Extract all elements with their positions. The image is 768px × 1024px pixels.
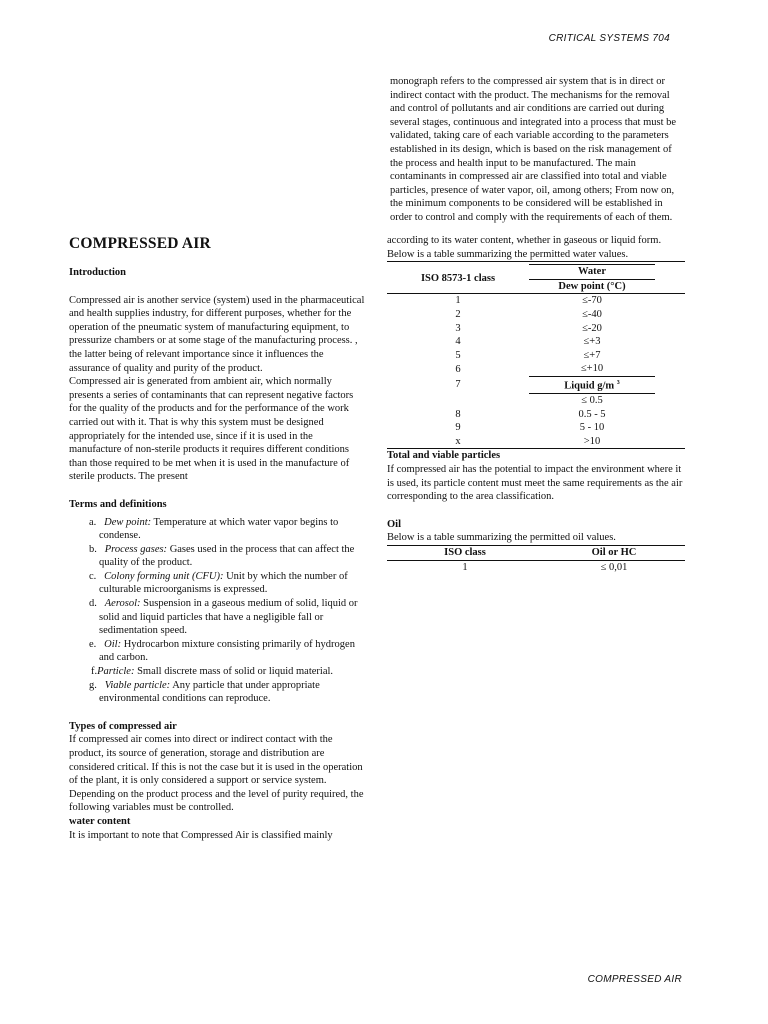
particles-paragraph: If compressed air has the potential to impact the environment where it is used, its particle content must meet the same requirements as the air corresponding to the area classification. <box>387 464 683 503</box>
continuation-paragraph: according to its water content, whether in gaseous or liquid form. <box>387 235 662 246</box>
water-header: Water <box>529 265 655 280</box>
water-content-paragraph: It is important to note that Compressed Air is classified mainly <box>69 829 333 841</box>
term-item: g. Viable particle: Any particle that under appropriate environmental conditions can reproduce. <box>89 679 320 705</box>
term-item: c. Colony forming unit (CFU): Unit by which the number of culturable microorganisms is expressed. <box>89 570 348 596</box>
table-row: 3 ≤-20 <box>455 322 602 334</box>
term-item: d. Aerosol: Suspension in a gaseous medium of solid, liquid or solid and liquid particles that have a negligible fall or sedimentation speed. <box>89 598 358 637</box>
term-item: b. Process gases: Gases used in the process that can affect the quality of the product. <box>89 543 355 569</box>
table-row: 9 5 - 10 <box>455 422 605 434</box>
table-row: x >10 <box>387 435 685 449</box>
left-column <box>69 230 365 842</box>
oil-values-table <box>387 545 685 574</box>
intro-paragraph-2: Compressed air is generated from ambient air, which normally presents a series of contaminants that can represent negative factors for the quality of the products and for the performance of the work carried out with it. That is why this system must be designed appropriately for the intended use, since if it is used in the manufacture of non-sterile products it requires different conditions than those required to be met when it is used in the manufacture of sterile products. The present <box>69 376 354 483</box>
table-row: 8 0.5 - 5 <box>455 408 606 420</box>
terms-list <box>69 516 365 706</box>
liquid-header: Liquid g/m $^3$ <box>529 376 655 393</box>
running-footer: COMPRESSED AIR <box>587 974 682 985</box>
iso-class-header: ISO 8573-1 class <box>420 273 496 285</box>
table-row: 1 ≤-70 <box>387 294 685 308</box>
table-row: 2 ≤-40 <box>455 308 602 320</box>
table-header-row <box>387 545 685 560</box>
intro-paragraph-1: Compressed air is another service (system) used in the pharmaceutical and health supplies industry, for different purposes, whether for the operation of the pneumatic system of manufacturing equipment, to pressurize chambers or at some stage of the manufacturing process. , the latter being of relevant importance since it influences the assurance of quality and purity of the product. <box>69 294 365 374</box>
page-title: COMPRESSED AIR <box>69 235 211 252</box>
term-item: e. Oil: Hydrocarbon mixture consisting primarily of hydrogen and carbon. <box>89 638 355 664</box>
monograph-paragraph: monograph refers to the compressed air system that is in direct or indirect contact with the product. The mechanisms for the removal and control of pollutants and air conditions are carried out during several stages, continuous and integrated into a process that must be validated, taking care of each variable according to the parameters established in its design, which is based on the risk management of the process and health input to be manufactured. The main contaminants in compressed air are classified into total and viable particles, presence of water vapor, oil, among others; From now on, the minimum components to be considered will be established in order to control and comply with the requirements of each of them. <box>390 76 677 223</box>
oil-heading: Oil <box>387 518 402 530</box>
table-row: 6 ≤+10 <box>455 363 604 375</box>
table-row: ≤ 0.5 <box>581 395 603 407</box>
particles-heading: Total and viable particles <box>387 450 501 462</box>
terms-heading: Terms and definitions <box>69 498 167 510</box>
table-row: 1 ≤ 0,01 <box>462 561 628 573</box>
table-row: 5 ≤+7 <box>455 349 601 361</box>
table-row: 4 ≤+3 <box>455 336 601 348</box>
types-paragraph-1: If compressed air comes into direct or indirect contact with the product, its source of generation, storage and distribution are considered critical. If this is not the case but it is used in the operation of the plant, it is only considered a support or service system. <box>69 734 363 787</box>
introduction-heading: Introduction <box>69 267 126 278</box>
water-values-table <box>387 264 685 449</box>
right-column-top <box>390 75 686 225</box>
term-item: f.Particle: Small discrete mass of solid or liquid material. <box>91 666 334 678</box>
oil-table-intro: Below is a table summarizing the permitted oil values. <box>387 532 616 544</box>
dew-point-header: Dew point (°C) <box>529 279 655 294</box>
oil-hc-header: Oil or HC <box>591 546 637 558</box>
iso-class-header: ISO class <box>444 546 486 558</box>
table-header-row <box>387 265 685 280</box>
table-top-rule <box>387 261 685 262</box>
types-paragraph-2: Depending on the product process and the level of purity required, the following variables must be controlled. <box>69 788 364 814</box>
running-header: CRITICAL SYSTEMS 704 <box>548 33 670 44</box>
term-item: a. Dew point: Temperature at which water vapor begins to condense. <box>89 516 339 542</box>
water-content-heading: water content <box>69 815 131 827</box>
types-heading: Types of compressed air <box>69 720 177 732</box>
water-table-intro: Below is a table summarizing the permitted water values. <box>387 248 629 260</box>
right-column <box>387 234 685 574</box>
table-row: 7 Liquid g/m $^3$ <box>387 376 685 393</box>
